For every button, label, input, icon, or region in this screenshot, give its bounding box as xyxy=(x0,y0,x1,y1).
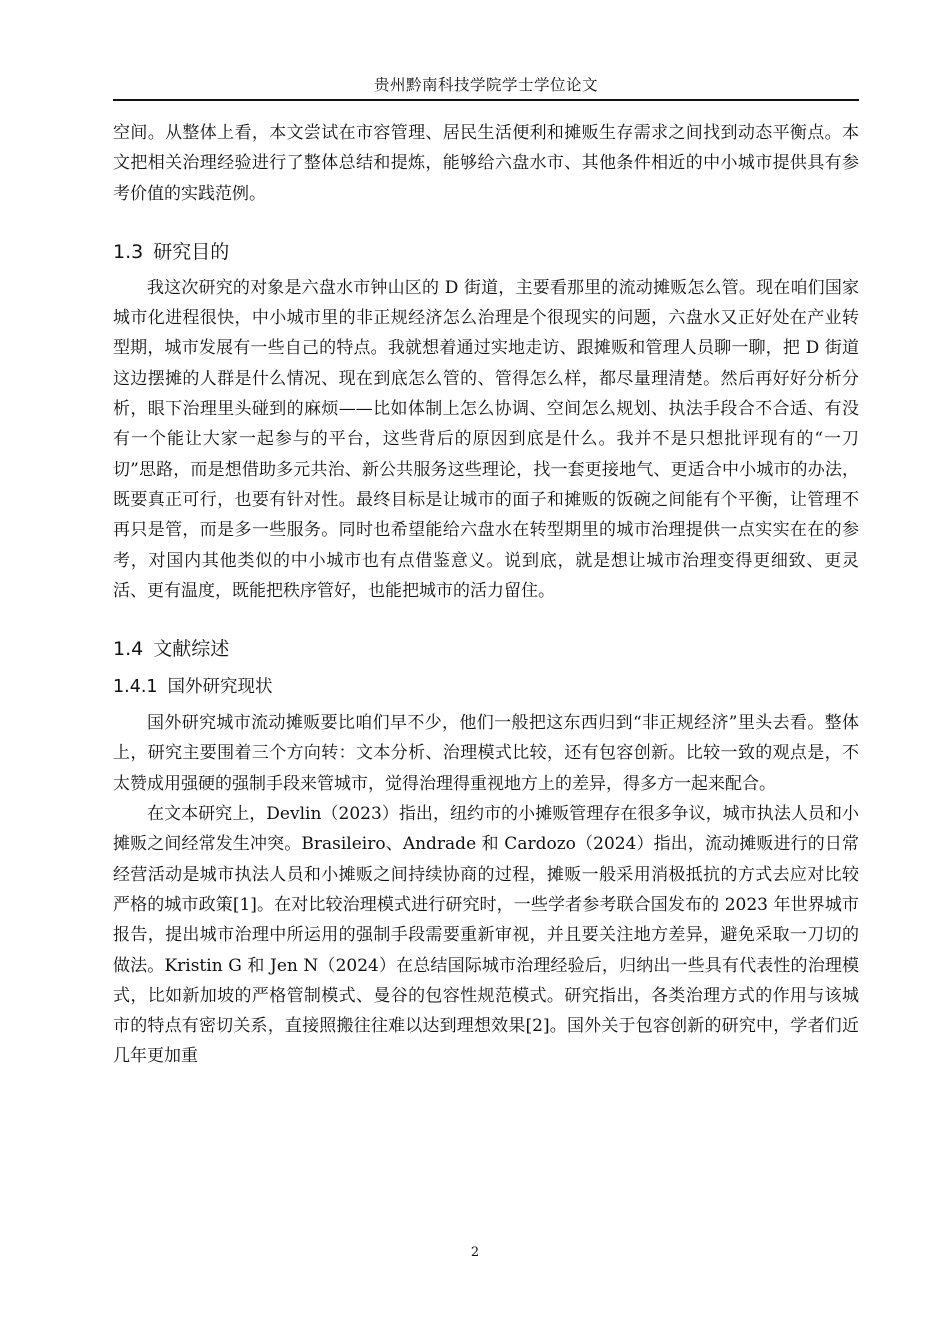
section-heading-1-3 xyxy=(113,237,859,267)
paragraph-foreign-overview: 国外研究城市流动摊贩要比咱们早不少，他们一般把这东西归到“非正规经济”里头去看。整体上，研究主要围着三个方向转：文本分析、治理模式比较，还有包容创新。比较一致的观点是，不太赞成用强硬的强制手段来管城市，觉得治理得重视地方上的差异，得多方一起来配合。 xyxy=(113,713,859,794)
paragraph-continued: 空间。从整体上看，本文尝试在市容管理、居民生活便利和摊贩生存需求之间找到动态平衡点。本文把相关治理经验进行了整体总结和提炼，能够给六盘水市、其他条件相近的中小城市提供具有参考价值的实践范例。 xyxy=(113,123,859,204)
running-header: 贵州黔南科技学院学士学位论文 xyxy=(373,76,598,94)
subsection-number: 1.4.1 xyxy=(113,677,158,698)
section-title: 研究目的 xyxy=(153,240,230,263)
paragraph-foreign-text-research: 在文本研究上，Devlin（2023）指出，纽约市的小摊贩管理存在很多争议，城市执法人员和小摊贩之间经常发生冲突。Brasileiro、Andrade 和 Cardozo（2024）指出，流动摊贩进行的日常经营活动是城市执法人员和小摊贩之间持续协商的过程，摊贩一般采用消极抵抗的方式去应对比较严格的城市政策[1]。在对比较治理模式进行研究时，一些学者参考联合国发布的 2023 年世界城市报告，提出城市治理中所运用的强制手段需要重新审视，并且要关注地方差异，避免采取一刀切的做法。Kristin G 和 Jen N（2024）在总结国际城市治理经验后，归纳出一些具有代表性的治理模式，比如新加坡的严格管制模式、曼谷的包容性规范模式。研究指出，各类治理方式的作用与该城市的特点有密切关系，直接照搬往往难以达到理想效果[2]。国外关于包容创新的研究中，学者们近几年更加重 xyxy=(113,804,859,1067)
page-body xyxy=(113,118,859,1072)
section-number: 1.3 xyxy=(113,240,144,263)
header-rule xyxy=(113,99,859,101)
section-number: 1.4 xyxy=(113,638,144,661)
subsection-heading-1-4-1 xyxy=(113,672,859,702)
section-heading-1-4 xyxy=(113,634,859,664)
subsection-title: 国外研究现状 xyxy=(167,677,273,698)
paragraph-research-purpose: 我这次研究的对象是六盘水市钟山区的 D 街道，主要看那里的流动摊贩怎么管。现在咱们国家城市化进程很快，中小城市里的非正规经济怎么治理是个很现实的问题，六盘水又正好处在产业转型期，城市发展有一些自己的特点。我就想着通过实地走访、跟摊贩和管理人员聊一聊，把 D 街道这边摆摊的人群是什么情况、现在到底怎么管的、管得怎么样，都尽量理清楚。然后再好好分析分析，眼下治理里头碰到的麻烦——比如体制上怎么协调、空间怎么规划、执法手段合不合适、有没有一个能让大家一起参与的平台，这些背后的原因到底是什么。我并不是只想批评现有的“一刀切”思路，而是想借助多元共治、新公共服务这些理论，找一套更接地气、更适合中小城市的办法，既要真正可行，也要有针对性。最终目标是让城市的面子和摊贩的饭碗之间能有个平衡，让管理不再只是管，而是多一些服务。同时也希望能给六盘水在转型期里的城市治理提供一点实实在在的参考，对国内其他类似的中小城市也有点借鉴意义。说到底，就是想让城市治理变得更细致、更灵活、更有温度，既能把秩序管好，也能把城市的活力留住。 xyxy=(113,277,859,601)
section-title: 文献综述 xyxy=(153,638,230,661)
page-number: 2 xyxy=(470,1245,480,1260)
